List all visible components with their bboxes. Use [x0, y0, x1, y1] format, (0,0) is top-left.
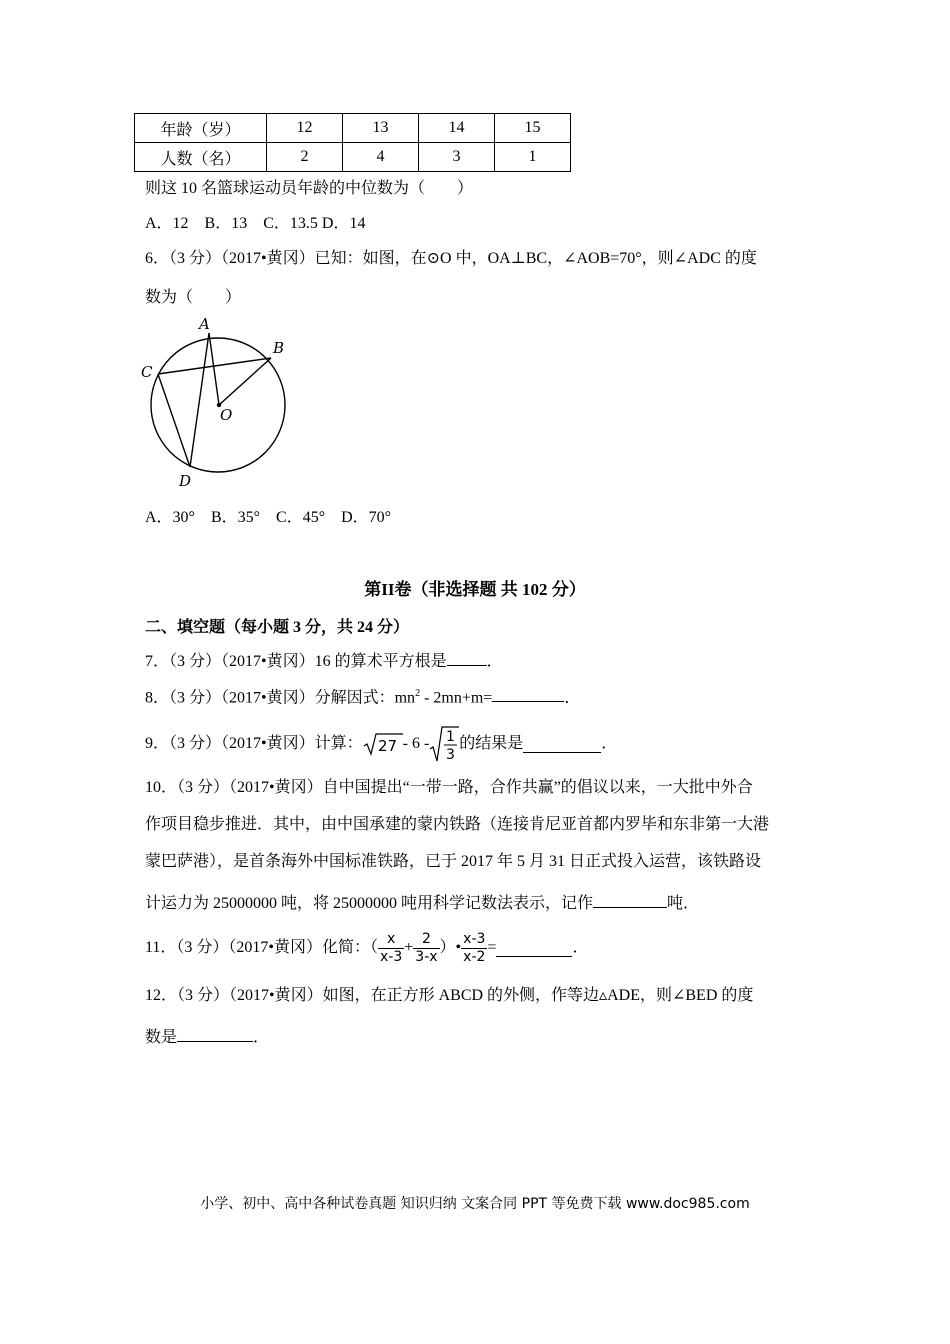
q10-line4-end: 吨．: [667, 895, 700, 912]
q8-text: 8．（3 分）（2017•黄冈）分解因式：mn: [145, 689, 416, 707]
label-b: B: [273, 339, 285, 357]
q12-line2-text: 数是: [145, 1029, 178, 1046]
table-cell: 13: [343, 114, 419, 143]
fraction-numerator: x-3: [463, 930, 486, 947]
q8-blank: [492, 685, 564, 702]
label-a: A: [199, 315, 210, 333]
q10-line4: [145, 891, 699, 914]
segment-oa: [209, 333, 219, 405]
frac-den: 3: [446, 747, 456, 763]
table-row: [135, 114, 571, 143]
q12-line2: [145, 1025, 269, 1048]
table-cell: 2: [267, 143, 343, 172]
radical-icon: [363, 732, 403, 756]
table-cell: 15: [495, 114, 571, 143]
q7-blank: [447, 649, 487, 666]
q11: [145, 928, 588, 968]
q6-line1: 6．（3 分）（2017•黄冈）已知：如图，在⊙O 中，OA⊥BC，∠AOB=70°，则∠ADC 的度: [145, 250, 757, 267]
q9-text: 9．（3 分）（2017•黄冈）计算：: [145, 735, 363, 752]
q11-blank: [496, 940, 572, 957]
q8-sup: 2: [415, 688, 421, 699]
table-cell: 1: [495, 143, 571, 172]
q8-end: ．: [564, 689, 581, 707]
q7-text: 7．（3 分）（2017•黄冈）16 的算术平方根是: [145, 653, 447, 670]
label-o: O: [220, 406, 233, 424]
fraction-numerator: x: [378, 931, 404, 949]
q8: [145, 684, 580, 708]
q9-mid: - 6 -: [402, 735, 430, 752]
table-cell: 4: [343, 143, 419, 172]
q9-rest: 的结果是: [459, 735, 524, 752]
q8-rest: - 2mn+m=: [420, 689, 493, 707]
q11-plus: +: [404, 939, 414, 956]
q11-close: ）•: [439, 939, 462, 956]
q11-eq: =: [487, 939, 497, 956]
fraction-denominator: 3-x: [415, 948, 438, 965]
q10-line2: 作项目稳步推进．其中，由中国承建的蒙内铁路（连接肯尼亚首都内罗毕和东非第一大港: [145, 816, 770, 833]
q5-stem: 则这 10 名篮球运动员年龄的中位数为（ ）: [145, 180, 474, 197]
q10-blank: [593, 891, 667, 908]
label-c: C: [141, 363, 153, 381]
q6-line2: 数为（ ）: [145, 289, 242, 306]
q12-line1: 12．（3 分）（2017•黄冈）如图，在正方形 ABCD 的外侧，作等边▵ADE，则∠BED 的度: [145, 987, 754, 1004]
q12-end: ．: [253, 1029, 270, 1046]
table-cell: 14: [419, 114, 495, 143]
q10-line3: 蒙巴萨港），是首条海外中国标准铁路，已于 2017 年 5 月 31 日正式投入运营，该铁路设: [145, 853, 762, 870]
label-d: D: [179, 472, 192, 490]
q7-end: ．: [486, 653, 503, 670]
frac-num: 1: [446, 729, 456, 745]
fraction-denominator: x-2: [463, 948, 486, 965]
radicand-27: 27: [377, 737, 397, 755]
fraction-numerator: 2: [413, 931, 439, 949]
q10-line4-text: 计运力为 25000000 吨，将 25000000 吨用科学记数法表示，记作: [145, 895, 594, 912]
section-subtitle: 二、填空题（每小题 3 分，共 24 分）: [145, 619, 410, 636]
age-table: [134, 113, 571, 172]
chord-cd: [158, 374, 190, 467]
circle-diagram: [135, 312, 305, 492]
sqrt-frac: [429, 725, 459, 763]
q10-line1: 10．（3 分）（2017•黄冈）自中国提出“一带一路，合作共赢”的倡议以来，一大批中外合: [145, 779, 753, 796]
chord-ad: [190, 333, 209, 467]
table-cell: 人数（名）: [135, 143, 267, 172]
table-cell: 3: [419, 143, 495, 172]
q7: [145, 649, 503, 672]
radical-icon: [429, 725, 459, 763]
table-cell: 年龄（岁）: [135, 114, 267, 143]
q11-text: 11．（3 分）（2017•黄冈）化简：（: [145, 939, 379, 956]
q5-options: A．12 B．13 C．13.5 D．14: [145, 215, 366, 232]
q9: [145, 726, 617, 762]
sqrt-27: [363, 732, 403, 756]
fraction-1: [378, 931, 404, 966]
segment-ob: [219, 358, 271, 405]
fraction-3: [461, 931, 487, 966]
fraction-denominator: x-3: [380, 948, 403, 965]
q6-options: A．30° B．35° C．45° D．70°: [145, 509, 392, 526]
q9-end: ．: [601, 735, 618, 752]
section-title: 第II卷（非选择题 共 102 分）: [364, 580, 586, 599]
fraction-2: [413, 931, 439, 966]
q12-blank: [177, 1025, 253, 1042]
page-footer: 小学、初中、高中各种试卷真题 知识归纳 文案合同 PPT 等免费下载 www.doc985.com: [200, 1196, 750, 1212]
q11-end: ．: [572, 939, 589, 956]
table-row: [135, 143, 571, 172]
q9-blank: [523, 736, 601, 753]
table-cell: 12: [267, 114, 343, 143]
